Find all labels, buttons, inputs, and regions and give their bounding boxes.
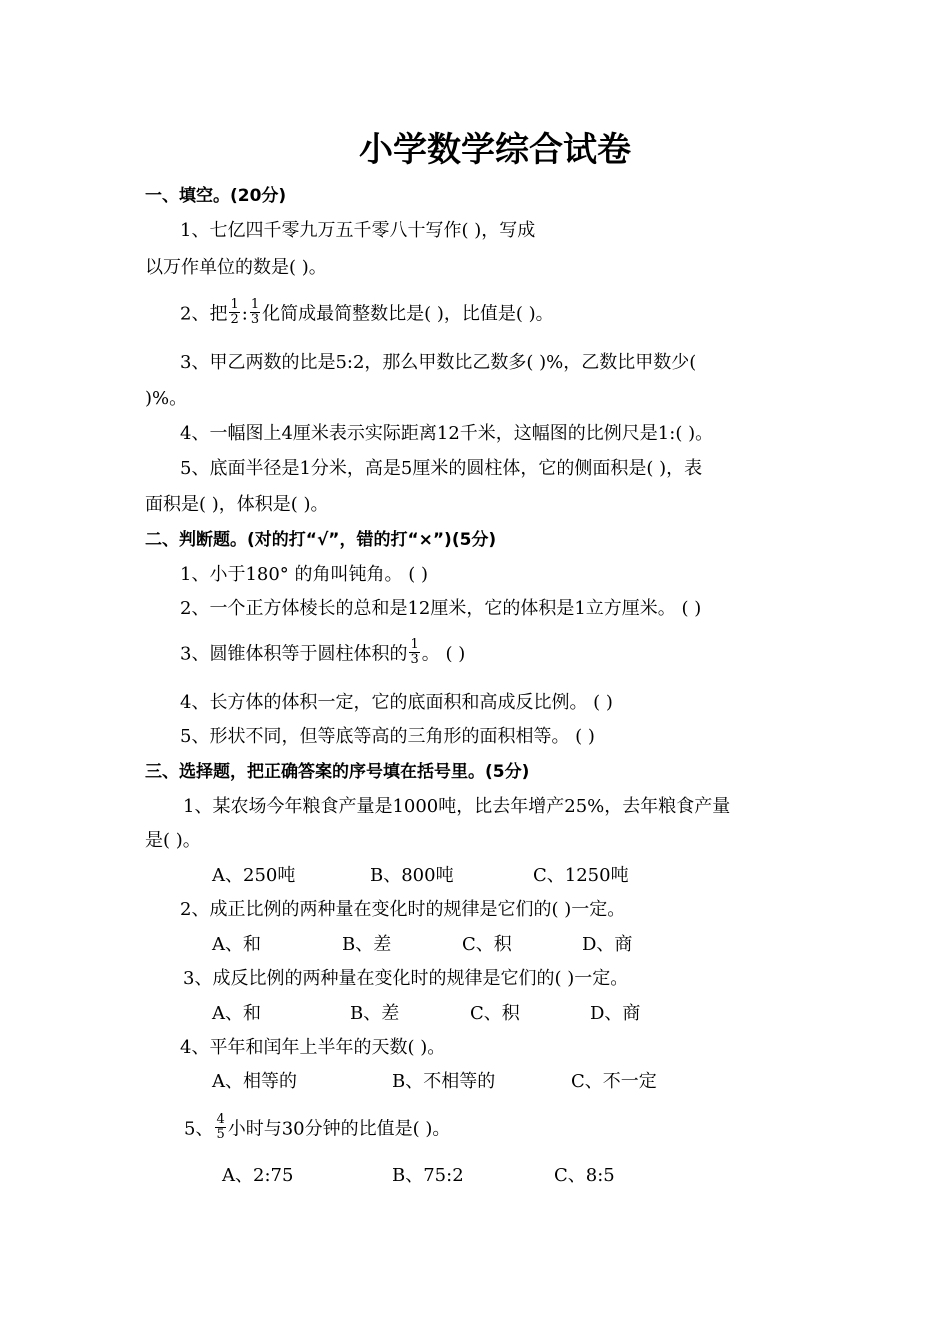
fraction-denominator: 3 (250, 312, 260, 327)
fraction-denominator: 3 (410, 652, 419, 667)
s3-q4-option-b: B、不相等的 (392, 1071, 496, 1092)
fraction-denominator: 2 (230, 312, 239, 327)
s2-question-4: 4、长方体的体积一定，它的底面积和高成反比例。 ( ) (180, 692, 613, 713)
s3-q4-option-c: C、不一定 (571, 1071, 657, 1092)
s1-question-4: 4、一幅图上4厘米表示实际距离12千米，这幅图的比例尺是1:( )。 (180, 423, 714, 444)
s1-q2-suffix: 化简成最简整数比是( )，比值是( )。 (262, 303, 554, 325)
s2-question-2: 2、一个正方体棱长的总和是12厘米，它的体积是1立方厘米。 ( ) (180, 598, 702, 619)
s3-q5-suffix: 小时与30分钟的比值是( )。 (227, 1118, 451, 1140)
fraction-numerator: 1 (230, 297, 239, 312)
s3-q3-option-c: C、积 (470, 1003, 520, 1024)
s3-q1-option-b: B、800吨 (370, 865, 454, 886)
s2-question-1: 1、小于180° 的角叫钝角。 ( ) (180, 564, 429, 585)
fraction-numerator: 1 (250, 297, 260, 312)
s1-question-1-line2: 以万作单位的数是( )。 (145, 257, 327, 278)
s2-q3-prefix: 3、圆锥体积等于圆柱体积的 (180, 643, 408, 665)
s3-question-5 (184, 1112, 451, 1144)
s3-question-1-line1: 1、某农场今年粮食产量是1000吨，比去年增产25%，去年粮食产量 (183, 796, 731, 817)
fraction-one-third (250, 298, 260, 327)
fraction-numerator: 4 (216, 1112, 225, 1127)
s1-question-3-line2: )%。 (145, 388, 188, 409)
section1-heading: 一、填空。(20分) (145, 186, 287, 206)
s3-q5-option-a: A、2:75 (222, 1165, 294, 1186)
s1-question-3-line1: 3、甲乙两数的比是5:2，那么甲数比乙数多( )%，乙数比甲数少( (180, 352, 697, 373)
s3-question-4: 4、平年和闰年上半年的天数( )。 (180, 1037, 446, 1058)
ratio-colon: : (241, 303, 248, 325)
s3-question-3: 3、成反比例的两种量在变化时的规律是它们的( )一定。 (183, 968, 629, 989)
page-title: 小学数学综合试卷 (359, 130, 631, 170)
s3-q5-option-c: C、8:5 (554, 1165, 615, 1186)
s1-question-2 (180, 297, 554, 329)
s3-q5-prefix: 5、 (184, 1118, 214, 1140)
s3-question-1-line2: 是( )。 (145, 830, 201, 851)
section2-heading: 二、判断题。(对的打“√”，错的打“×”)(5分) (145, 530, 497, 550)
s3-q2-option-a: A、和 (212, 934, 261, 955)
s3-q4-option-a: A、相等的 (212, 1071, 297, 1092)
s3-q2-option-c: C、积 (462, 934, 512, 955)
s1-q2-prefix: 2、把 (180, 303, 228, 325)
s3-q5-option-b: B、75:2 (392, 1165, 464, 1186)
s3-q3-option-d: D、商 (590, 1003, 641, 1024)
s2-q3-suffix: 。 ( ) (421, 643, 466, 665)
s2-question-3 (180, 637, 466, 669)
s3-q1-option-a: A、250吨 (212, 865, 296, 886)
fraction-one-third (409, 638, 419, 667)
s3-question-2: 2、成正比例的两种量在变化时的规律是它们的( )一定。 (180, 899, 626, 920)
fraction-denominator: 5 (216, 1127, 225, 1142)
fraction-one-half (229, 298, 239, 327)
section3-heading: 三、选择题，把正确答案的序号填在括号里。(5分) (145, 762, 530, 782)
s3-q3-option-b: B、差 (350, 1003, 400, 1024)
s2-question-5: 5、形状不同，但等底等高的三角形的面积相等。 ( ) (180, 726, 595, 747)
s1-question-5-line1: 5、底面半径是1分米，高是5厘米的圆柱体，它的侧面积是( )，表 (180, 458, 703, 479)
s3-q2-option-b: B、差 (342, 934, 392, 955)
s3-q2-option-d: D、商 (582, 934, 633, 955)
fraction-four-fifths (215, 1113, 225, 1142)
fraction-numerator: 1 (410, 637, 419, 652)
s1-question-1-line1: 1、七亿四千零九万五千零八十写作( )，写成 (180, 220, 536, 241)
s3-q3-option-a: A、和 (212, 1003, 261, 1024)
s3-q1-option-c: C、1250吨 (533, 865, 629, 886)
s1-question-5-line2: 面积是( )，体积是( )。 (145, 494, 329, 515)
